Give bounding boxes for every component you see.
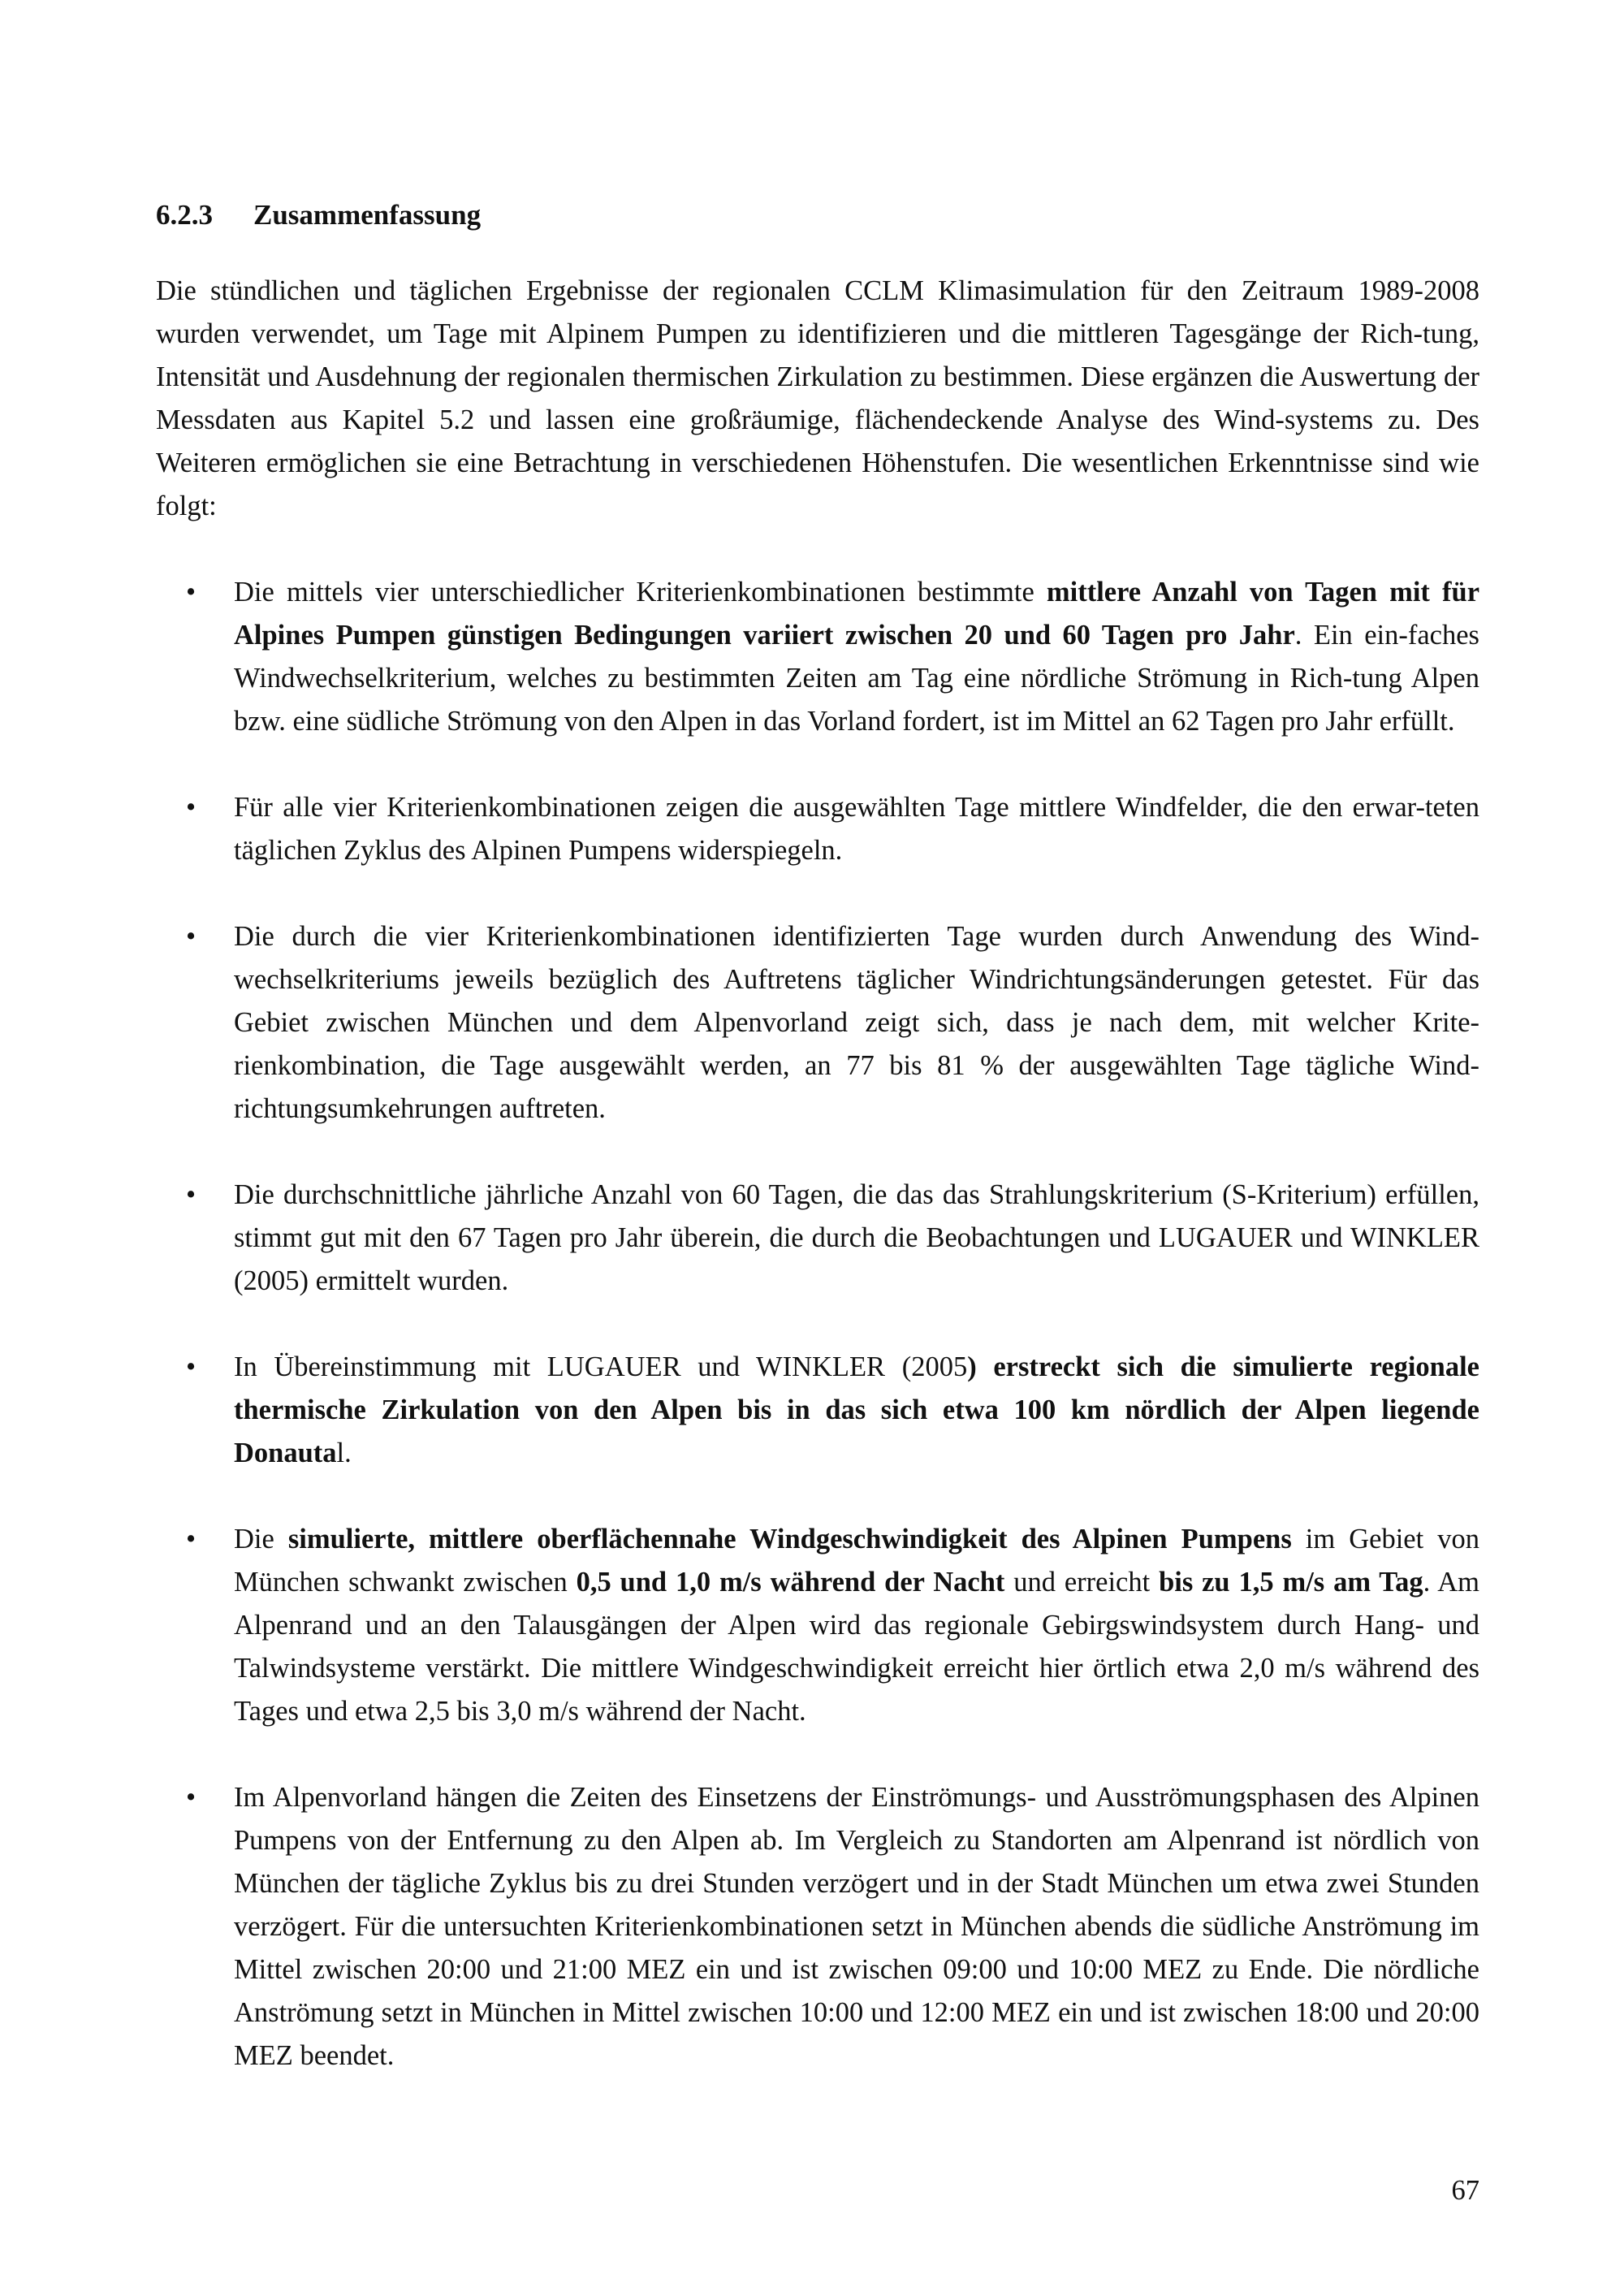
finding-item — [156, 1346, 1479, 1475]
finding-emphasis: mittlere Anzahl von Tagen mit für Alpines Pumpen günstigen Bedingungen variiert zwischen 20 und 60 Tagen pro Jahr — [234, 577, 1480, 651]
bullet-icon: • — [185, 577, 197, 608]
intro-paragraph: Die stündlichen und täglichen Ergebnisse der regionalen CCLM Klimasimulation für den Zeitraum 1989-2008 wurden verwendet, um Tage mit Alpinem Pumpen zu identifizieren und die mittleren Tagesgänge der Rich-tung, Intensität und Ausdehnung der regionalen thermischen Zirkulation zu bestimmen. Diese ergänzen die Auswertung der Messdaten aus Kapitel 5.2 und lassen eine großräumige, flächendeckende Analyse des Wind-systems zu. Des Weiteren ermöglichen sie eine Betrachtung in verschiedenen Höhenstufen. Die wesentlichen Erkenntnisse sind wie folgt: — [156, 275, 1479, 521]
finding-text: Für alle vier Kriterienkombinationen zeigen die ausgewählten Tage mittlere Windfelder, die den erwar-teten täglichen Zyklus des Alpinen Pumpens widerspiegeln. — [234, 792, 1479, 866]
section-heading — [156, 195, 1479, 236]
bullet-icon: • — [185, 1782, 197, 1813]
finding-text: Die mittels vier unterschiedlicher Kriterienkombinationen bestimmte — [234, 577, 1047, 608]
finding-text: Im Alpenvorland hängen die Zeiten des Einsetzens der Einströmungs- und Ausströmungsphasen des Alpinen Pumpens von der Entfernung zu den Alpen ab. Im Vergleich zu Standorten am Alpenrand ist nördlich von München der tägliche Zyklus bis zu drei Stunden verzögert und in der Stadt München um etwa zwei Stunden verzögert. Für die untersuchten Kriterienkombinationen setzt in München abends die südliche Anströmung im Mittel zwischen 20:00 und 21:00 MEZ ein und ist zwischen 09:00 und 10:00 MEZ zu Ende. Die nördliche Anströmung setzt in München in Mittel zwischen 10:00 und 12:00 MEZ ein und ist zwischen 18:00 und 20:00 MEZ beendet. — [234, 1782, 1479, 2071]
bullet-icon: • — [185, 1351, 197, 1382]
section-title: Zusammenfassung — [253, 199, 482, 231]
finding-emphasis: simulierte, mittlere oberflächennahe Windgeschwindigkeit des Alpinen Pumpens — [287, 1524, 1292, 1554]
finding-emphasis: 0,5 und 1,0 m/s während der Nacht — [576, 1567, 1005, 1598]
section-number: 6.2.3 — [156, 199, 213, 231]
finding-text: . Ein ein-faches Windwechselkriterium, welches zu bestimmten Zeiten am Tag eine nördliche Strömung in Rich-tung Alpen bzw. eine südliche Strömung von den Alpen in das Vorland fordert, ist im Mittel an 62 Tagen pro Jahr erfüllt. — [234, 620, 1479, 737]
finding-item — [156, 1174, 1479, 1303]
finding-text: Die durchschnittliche jährliche Anzahl von 60 Tagen, die das das Strahlungskriterium (S-Kriterium) erfüllen, stimmt gut mit den 67 Tagen pro Jahr überein, die durch die Beobachtungen und LUGAUER und WINKLER (2005) ermittelt wurden. — [234, 1179, 1479, 1296]
finding-text: Die durch die vier Kriterienkombinationen identifizierten Tage wurden durch Anwendung des Wind-wechselkriteriums jeweils bezüglich des Auftretens täglicher Windrichtungsänderungen getestet. Für das Gebiet zwischen München und dem Alpenvorland zeigt sich, dass je nach dem, mit welcher Krite-rienkombination, die Tage ausgewählt werden, an 77 bis 81 % der ausgewählten Tage tägliche Wind-richtungsumkehrungen auftreten. — [234, 921, 1479, 1124]
finding-item — [156, 1518, 1479, 1733]
finding-item — [156, 915, 1479, 1131]
finding-text: Die — [234, 1524, 288, 1554]
finding-text: und erreicht — [1004, 1567, 1160, 1598]
page-number: 67 — [1451, 2175, 1479, 2206]
finding-text: In Übereinstimmung mit LUGAUER und WINKLER (2005 — [234, 1351, 968, 1382]
finding-item — [156, 571, 1479, 743]
finding-text: l. — [336, 1438, 352, 1468]
finding-emphasis: ) erstreckt sich die simulierte regionale thermische Zirkulation von den Alpen bis in das sich etwa 100 km nördlich der Alpen liegende Donauta — [234, 1351, 1479, 1468]
finding-text: . Am Alpenrand und an den Talausgängen der Alpen wird das regionale Gebirgswindsystem durch Hang- und Talwindsysteme verstärkt. Die mittlere Windgeschwindigkeit erreicht hier örtlich etwa 2,0 m/s während des Tages und etwa 2,5 bis 3,0 m/s während der Nacht. — [234, 1567, 1479, 1727]
finding-text: im Gebiet von München schwankt zwischen — [234, 1524, 1479, 1598]
findings-list — [156, 571, 1479, 2078]
bullet-icon: • — [185, 792, 197, 823]
finding-emphasis: bis zu 1,5 m/s am Tag — [1159, 1567, 1423, 1598]
document-page — [156, 195, 1479, 2121]
finding-item — [156, 786, 1479, 872]
bullet-icon: • — [185, 1524, 197, 1554]
finding-item — [156, 1776, 1479, 2078]
bullet-icon: • — [185, 921, 197, 952]
bullet-icon: • — [185, 1179, 197, 1210]
